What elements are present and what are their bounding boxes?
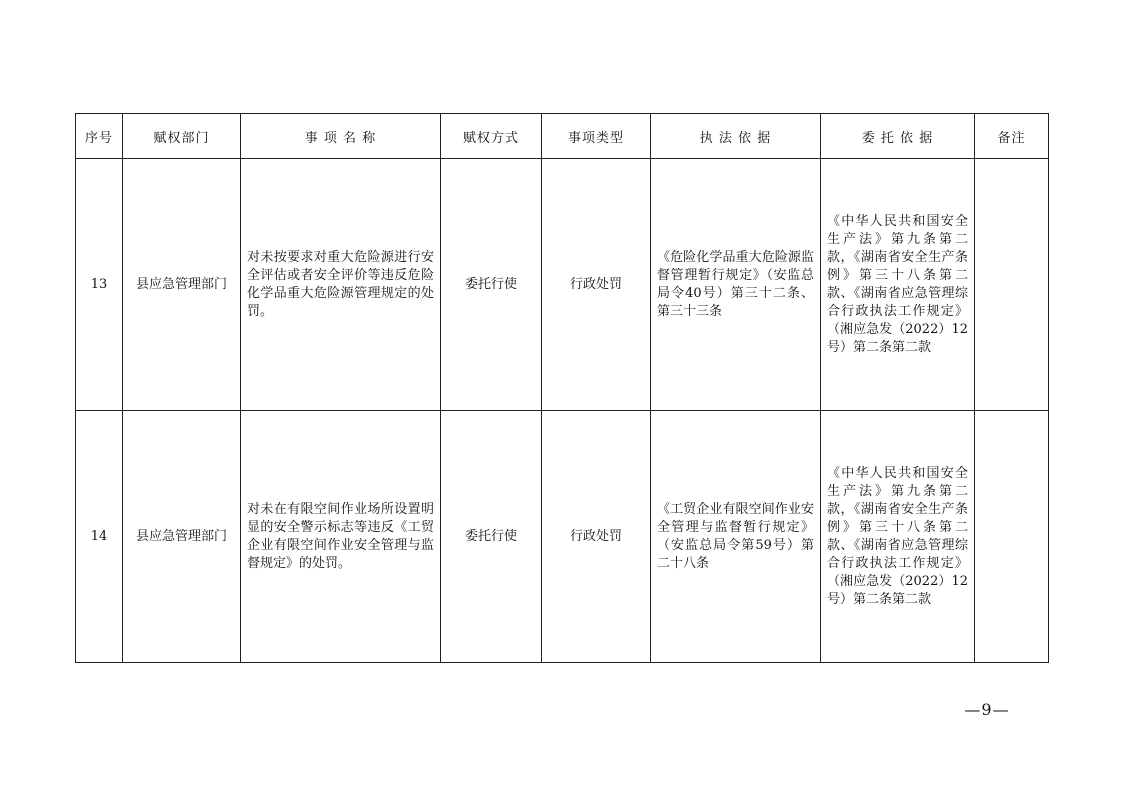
row-item-name: 对未在有限空间作业场所设置明显的安全警示标志等违反《工贸企业有限空间作业安全管理与监督规定》的处罚。: [241, 411, 441, 663]
header-item-name: 事 项 名 称: [241, 114, 441, 159]
row-entrust-basis: 《中华人民共和国安全生产法》第九条第二款，《湖南省安全生产条例》第三十八条第二款、《湖南省应急管理综合行政执法工作规定》（湘应急发（2022）12号）第二条第二款: [821, 411, 975, 663]
row-department: 县应急管理部门: [123, 411, 241, 663]
row-remark: [975, 411, 1049, 663]
row-method: 委托行使: [441, 411, 542, 663]
row-type: 行政处罚: [542, 411, 651, 663]
header-no: 序号: [76, 114, 123, 159]
row-legal-basis: 《危险化学品重大危险源监督管理暂行规定》（安监总局令40号）第三十二条、第三十三条: [651, 159, 821, 411]
row-no: 14: [76, 411, 123, 663]
header-department: 赋权部门: [123, 114, 241, 159]
header-entrust-basis: 委 托 依 据: [821, 114, 975, 159]
row-type: 行政处罚: [542, 159, 651, 411]
row-legal-basis: 《工贸企业有限空间作业安全管理与监督暂行规定》（安监总局令第59号）第二十八条: [651, 411, 821, 663]
header-remark: 备注: [975, 114, 1049, 159]
row-method: 委托行使: [441, 159, 542, 411]
header-type: 事项类型: [542, 114, 651, 159]
table-header-row: [76, 114, 1049, 159]
header-legal-basis: 执 法 依 据: [651, 114, 821, 159]
row-item-name: 对未按要求对重大危险源进行安全评估或者安全评价等违反危险化学品重大危险源管理规定的处罚。: [241, 159, 441, 411]
row-remark: [975, 159, 1049, 411]
row-no: 13: [76, 159, 123, 411]
delegation-table: [75, 113, 1049, 663]
table-row: [76, 159, 1049, 411]
row-department: 县应急管理部门: [123, 159, 241, 411]
row-entrust-basis: 《中华人民共和国安全生产法》第九条第二款，《湖南省安全生产条例》第三十八条第二款、《湖南省应急管理综合行政执法工作规定》（湘应急发（2022）12号）第二条第二款: [821, 159, 975, 411]
page-number: —9—: [964, 700, 1010, 719]
table-row: [76, 411, 1049, 663]
header-method: 赋权方式: [441, 114, 542, 159]
